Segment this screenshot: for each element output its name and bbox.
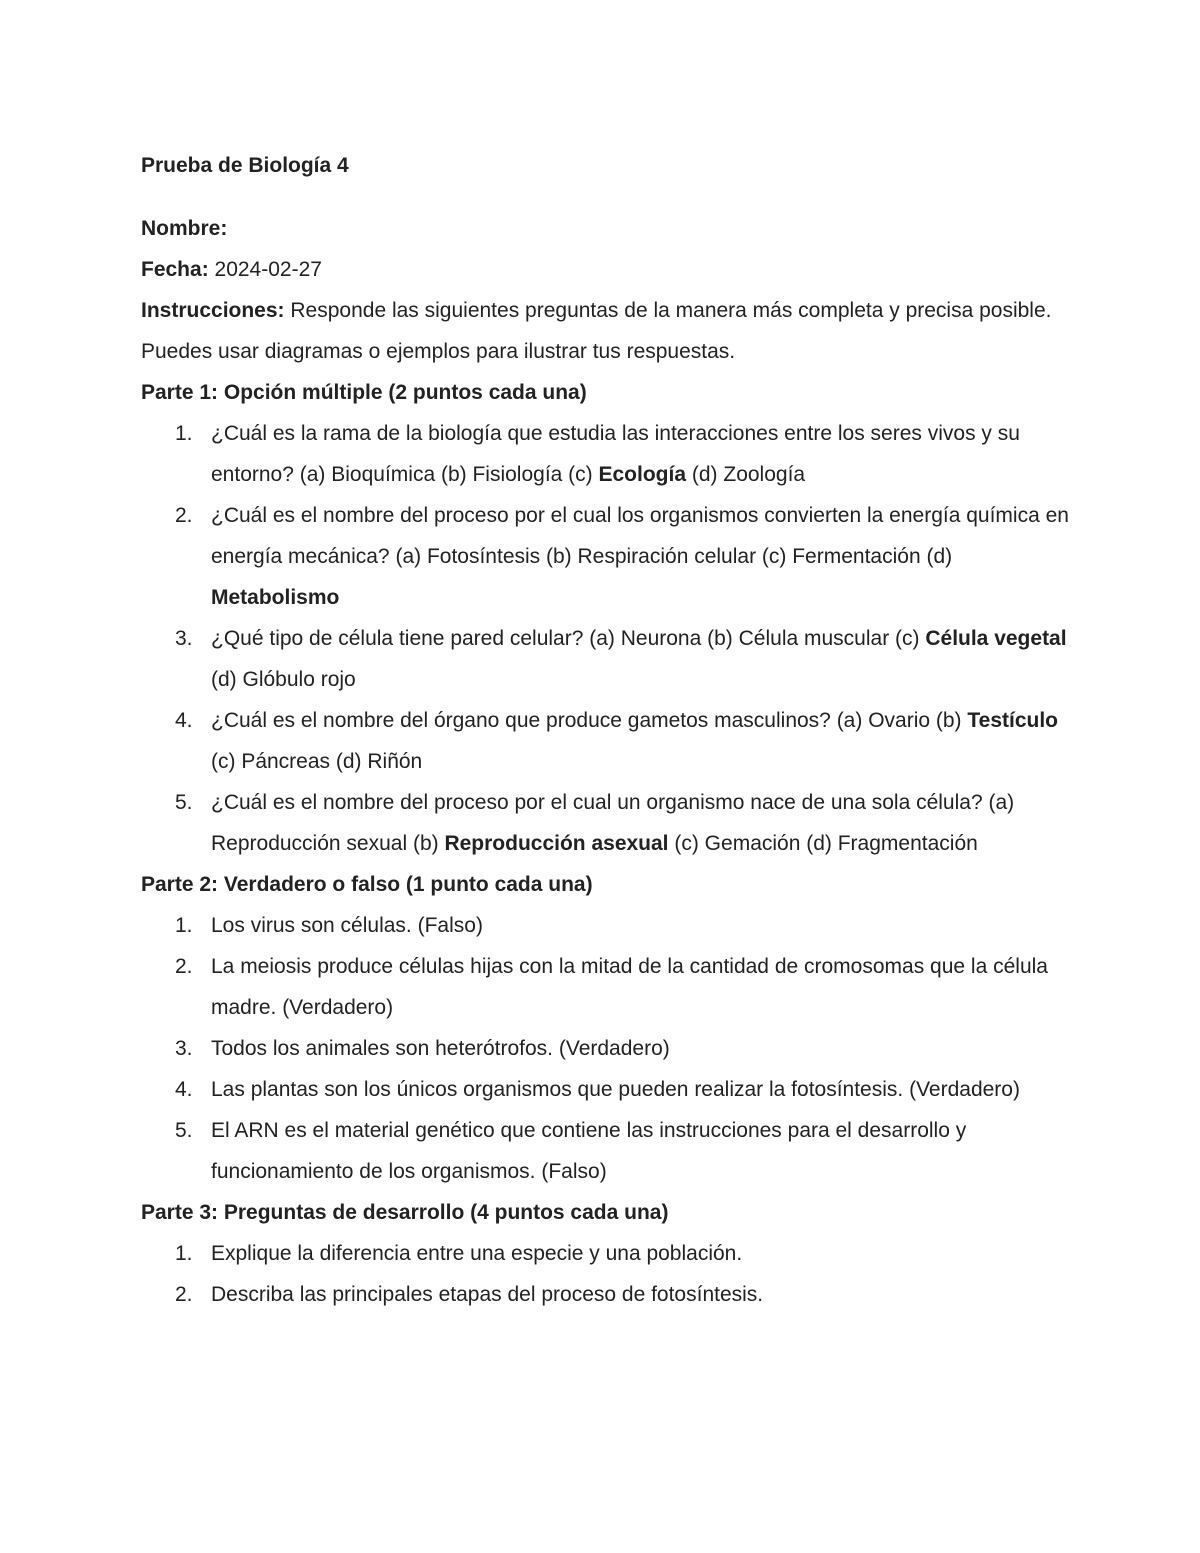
instructions-label: Instrucciones: [141,299,285,322]
item-number: 5. [175,791,193,814]
statement-text: Todos los animales son heterótrofos. (Verdadero) [211,1037,670,1060]
item-number: 5. [175,1119,193,1142]
question-text: ¿Qué tipo de célula tiene pared celular? (a) Neurona (b) Célula muscular (c) [211,627,926,650]
instructions-text: Responde las siguientes preguntas de la manera más completa y precisa posible. Puedes usar diagramas o ejemplos para ilustrar tus respuestas. [141,299,1052,363]
statement-text: El ARN es el material genético que contiene las instrucciones para el desarrollo y funcionamiento de los organismos. (Falso) [211,1119,967,1183]
item-number: 4. [175,709,193,732]
correct-answer: Metabolismo [211,586,340,609]
list-item [141,946,1071,1028]
name-field [141,208,1071,249]
item-number: 1. [175,1242,193,1265]
statement-text: Los virus son células. (Falso) [211,914,483,937]
question-text: ¿Cuál es la rama de la biología que estudia las interacciones entre los seres vivos y su entorno? (a) Bioquímica (b) Fisiología (c) [211,422,1020,486]
part3-title: Parte 3: Preguntas de desarrollo (4 puntos cada una) [141,1201,669,1224]
question-text-end: (c) Gemación (d) Fragmentación [668,832,978,855]
instructions [141,290,1071,372]
correct-answer: Ecología [598,463,687,486]
part1-list [141,413,1071,864]
statement-text: La meiosis produce células hijas con la mitad de la cantidad de cromosomas que la célula madre. (Verdadero) [211,955,1048,1019]
item-number: 1. [175,422,193,445]
item-number: 2. [175,955,193,978]
date-label: Fecha: [141,258,209,281]
spacer [141,186,1071,208]
document-page [141,145,1071,1315]
item-number: 2. [175,1283,193,1306]
item-number: 2. [175,504,193,527]
date-field [141,249,1071,290]
list-item [141,618,1071,700]
list-item [141,1110,1071,1192]
correct-answer: Testículo [967,709,1059,732]
document-title: Prueba de Biología 4 [141,154,349,177]
name-label: Nombre: [141,217,228,240]
list-item [141,1028,1071,1069]
item-number: 3. [175,1037,193,1060]
part3-list [141,1233,1071,1315]
list-item [141,1274,1071,1315]
list-item [141,495,1071,618]
question-text-end: (d) Glóbulo rojo [211,668,356,691]
list-item [141,413,1071,495]
question-text: ¿Cuál es el nombre del proceso por el cual un organismo nace de una sola célula? (a) Reproducción sexual (b) [211,791,1015,855]
question-text: Describa las principales etapas del proceso de fotosíntesis. [211,1283,764,1306]
list-item [141,905,1071,946]
question-text-end: (c) Páncreas (d) Riñón [211,750,423,773]
item-number: 3. [175,627,193,650]
part2-title: Parte 2: Verdadero o falso (1 punto cada una) [141,873,593,896]
correct-answer: Célula vegetal [925,627,1067,650]
question-text: Explique la diferencia entre una especie y una población. [211,1242,743,1265]
question-text-end: (d) Zoología [686,463,806,486]
question-text: ¿Cuál es el nombre del órgano que produce gametos masculinos? (a) Ovario (b) [211,709,968,732]
part1-title: Parte 1: Opción múltiple (2 puntos cada una) [141,381,587,404]
question-text: ¿Cuál es el nombre del proceso por el cual los organismos convierten la energía química en energía mecánica? (a) Fotosíntesis (b) Respiración celular (c) Fermentación (d) [211,504,1069,568]
list-item [141,1233,1071,1274]
item-number: 1. [175,914,193,937]
list-item [141,782,1071,864]
list-item [141,1069,1071,1110]
part2-list [141,905,1071,1192]
date-value: 2024-02-27 [208,258,322,281]
correct-answer: Reproducción asexual [444,832,669,855]
statement-text: Las plantas son los únicos organismos que pueden realizar la fotosíntesis. (Verdadero) [211,1078,1020,1101]
item-number: 4. [175,1078,193,1101]
list-item [141,700,1071,782]
